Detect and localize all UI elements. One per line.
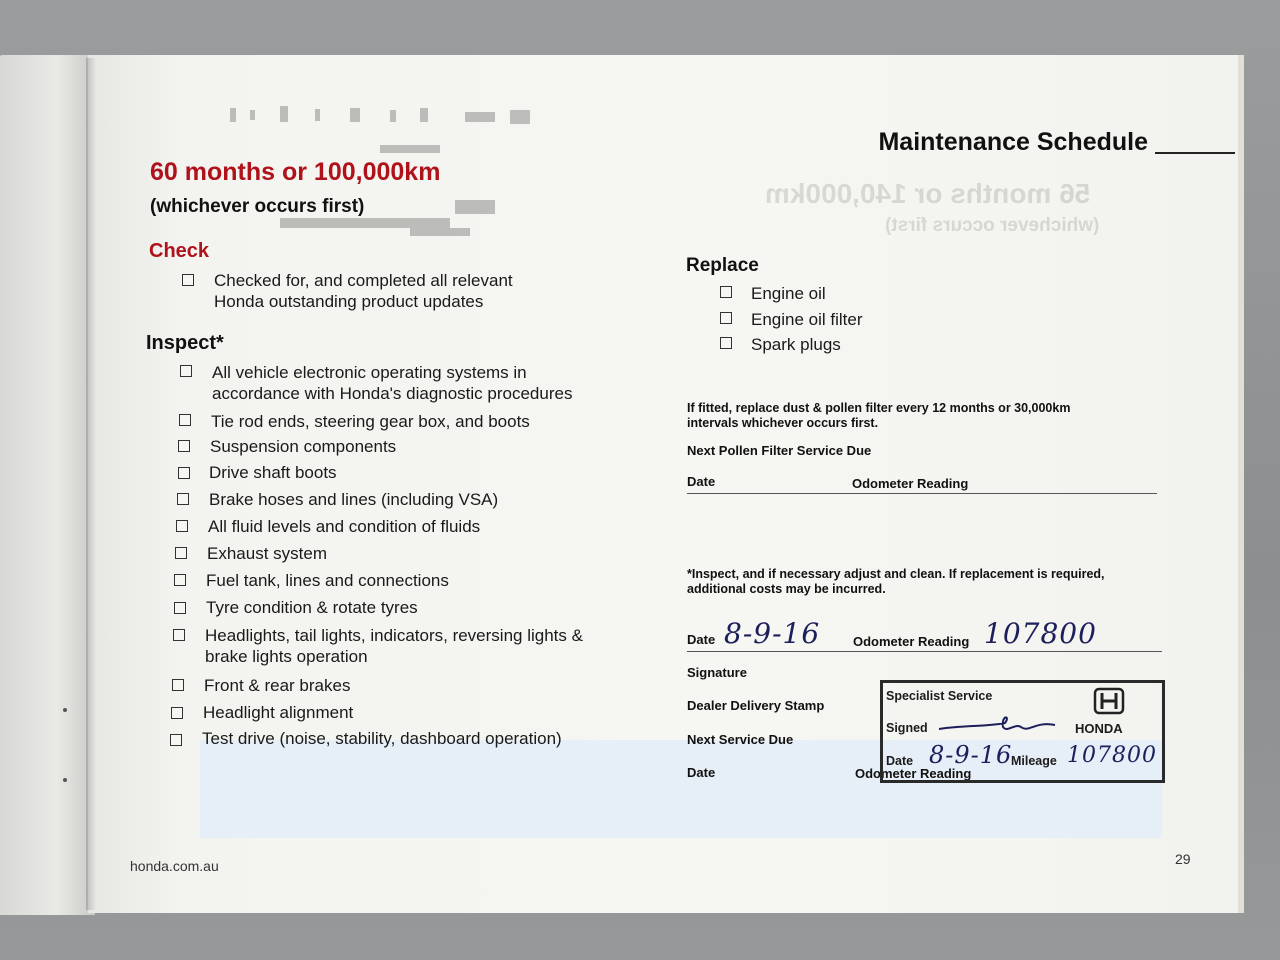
item-text: Honda outstanding product updates (214, 292, 484, 311)
dealer-stamp-label: Dealer Delivery Stamp (687, 698, 825, 713)
checkbox[interactable] (178, 467, 190, 479)
handwritten-odometer: 107800 (984, 617, 1097, 650)
checkbox[interactable] (173, 629, 185, 641)
checkbox[interactable] (179, 414, 191, 426)
pollen-date-label: Date (687, 474, 716, 489)
item-text: Checked for, and completed all relevant (214, 271, 513, 290)
checkbox[interactable] (170, 734, 182, 746)
next-odometer-label: Odometer Reading (855, 766, 972, 781)
checkbox[interactable] (177, 493, 189, 505)
pollen-filter-note (687, 401, 1070, 431)
item-text: accordance with Honda's diagnostic procedures (212, 384, 573, 403)
inspect-item (205, 625, 665, 667)
interval-heading: 60 months or 100,000km (150, 158, 441, 186)
replace-heading: Replace (686, 255, 759, 276)
checkbox[interactable] (178, 440, 190, 452)
pollen-entry-line (687, 493, 1157, 494)
checkbox[interactable] (720, 286, 732, 298)
checkbox[interactable] (175, 547, 187, 559)
signature-label: Signature (687, 665, 747, 680)
checkbox[interactable] (174, 574, 186, 586)
inspect-item: Fuel tank, lines and connections (206, 571, 449, 590)
inspect-item: Tyre condition & rotate tyres (206, 598, 418, 617)
item-text: All vehicle electronic operating systems in (212, 363, 527, 382)
inspect-item: Headlight alignment (203, 703, 354, 722)
inspect-item: Test drive (noise, stability, dashboard operation) (202, 729, 562, 748)
dealer-stamp (880, 680, 1165, 783)
checkbox[interactable] (176, 520, 188, 532)
stamp-signed-label: Signed (886, 721, 928, 735)
service-odometer-label: Odometer Reading (853, 634, 970, 649)
page-number: 29 (1175, 851, 1191, 867)
replace-item: Engine oil (751, 284, 826, 303)
show-through-text: 56 months or 140,000km (765, 178, 1091, 209)
page-title: Maintenance Schedule (878, 128, 1148, 156)
inspect-footnote (687, 567, 1157, 597)
interval-subheading: (whichever occurs first) (150, 196, 365, 217)
handwritten-signature (935, 713, 1065, 737)
inspect-item (212, 362, 652, 404)
pollen-next-due-label: Next Pollen Filter Service Due (687, 443, 872, 458)
note-text: If fitted, replace dust & pollen filter every 12 months or 30,000km (687, 401, 1071, 415)
stamp-mileage-label: Mileage (1011, 754, 1057, 768)
honda-logo-icon (1093, 687, 1125, 715)
inspect-item: Exhaust system (207, 544, 327, 563)
footer-url: honda.com.au (130, 858, 219, 874)
stamp-handwritten-date: 8-9-16 (929, 741, 1013, 769)
inspect-item: Tie rod ends, steering gear box, and boots (211, 412, 530, 431)
item-text: brake lights operation (205, 647, 368, 666)
note-text: *Inspect, and if necessary adjust and clean. If replacement is required, (687, 567, 1105, 581)
inspect-item: Suspension components (210, 437, 397, 456)
show-through-text: (whichever occurs first) (885, 215, 1100, 236)
note-text: additional costs may be incurred. (687, 582, 886, 596)
inspect-item: Front & rear brakes (204, 676, 351, 695)
handwritten-service-date: 8-9-16 (724, 617, 821, 650)
inspect-item: All fluid levels and condition of fluids (208, 517, 481, 536)
check-item (214, 270, 654, 312)
pollen-odometer-label: Odometer Reading (852, 476, 969, 491)
checkbox[interactable] (720, 337, 732, 349)
stamp-brand: HONDA (1075, 721, 1123, 736)
inspect-heading: Inspect* (146, 332, 224, 354)
staple-hole (63, 778, 67, 782)
replace-item: Spark plugs (751, 335, 841, 354)
stamp-title: Specialist Service (886, 689, 993, 703)
checkbox[interactable] (171, 707, 183, 719)
service-date-label: Date (687, 632, 716, 647)
next-date-label: Date (687, 765, 716, 780)
note-text: intervals whichever occurs first. (687, 416, 879, 430)
stamp-handwritten-mileage: 107800 (1067, 743, 1157, 768)
stamp-date-label: Date (886, 754, 914, 768)
next-service-label: Next Service Due (687, 732, 794, 747)
checkbox[interactable] (172, 679, 184, 691)
replace-item: Engine oil filter (751, 310, 863, 329)
checkbox[interactable] (174, 602, 186, 614)
inspect-item: Drive shaft boots (209, 463, 337, 482)
checkbox[interactable] (180, 365, 192, 377)
check-heading: Check (149, 240, 210, 262)
item-text: Headlights, tail lights, indicators, reversing lights & (205, 626, 583, 645)
checkbox[interactable] (720, 312, 732, 324)
previous-page-edge (0, 55, 95, 915)
service-entry-line (687, 651, 1162, 652)
title-rule (1155, 152, 1235, 154)
inspect-item: Brake hoses and lines (including VSA) (209, 490, 499, 509)
staple-hole (63, 708, 67, 712)
binding-shadow (86, 58, 96, 910)
checkbox[interactable] (182, 274, 194, 286)
